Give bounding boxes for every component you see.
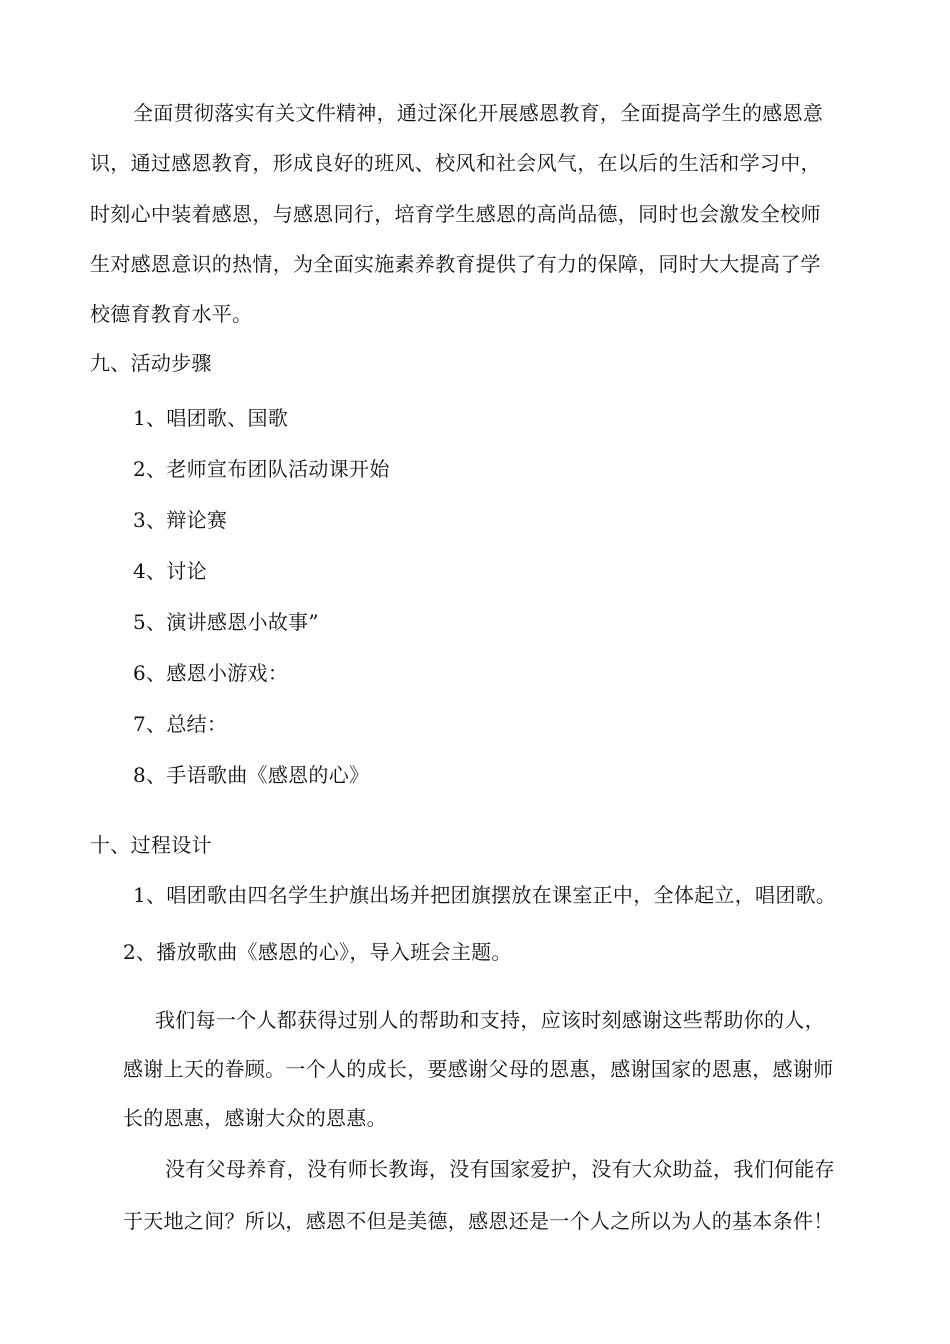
paragraph-line: 长的恩惠，感谢大众的恩惠。 [123, 1106, 387, 1130]
paragraph-line: 感谢上天的眷顾。一个人的成长，要感谢父母的恩惠，感谢国家的恩惠，感谢师 [123, 1057, 834, 1081]
paragraph-line: 校德育教育水平。 [90, 302, 253, 326]
step-item: 5、演讲感恩小故事” [133, 610, 319, 634]
paragraph-line: 时刻心中装着感恩，与感恩同行，培育学生感恩的高尚品德，同时也会激发全校师 [90, 202, 821, 226]
step-item: 2、老师宣布团队活动课开始 [133, 457, 390, 481]
paragraph-line: 生对感恩意识的热情，为全面实施素养教育提供了有力的保障，同时大大提高了学 [90, 252, 821, 276]
paragraph-line: 没有父母养育，没有师长教诲，没有国家爱护，没有大众助益，我们何能存 [165, 1157, 835, 1181]
paragraph-line: 识，通过感恩教育，形成良好的班风、校风和社会风气，在以后的生活和学习中， [90, 151, 821, 175]
step-item: 6、感恩小游戏： [133, 661, 289, 685]
process-item: 2、播放歌曲《感恩的心》，导入班会主题。 [123, 940, 512, 964]
paragraph-line: 全面贯彻落实有关文件精神，通过深化开展感恩教育，全面提高学生的感恩意 [133, 101, 824, 125]
step-item: 7、总结： [133, 712, 228, 736]
section-heading-steps: 九、活动步骤 [90, 351, 212, 375]
step-item: 4、讨论 [133, 559, 207, 583]
process-item: 1、唱团歌由四名学生护旗出场并把团旗摆放在课室正中，全体起立，唱团歌。 [133, 883, 837, 907]
paragraph-line: 我们每一个人都获得过别人的帮助和支持，应该时刻感谢这些帮助你的人， [155, 1008, 825, 1032]
section-heading-process: 十、过程设计 [90, 833, 212, 857]
step-item: 3、辩论赛 [133, 508, 228, 532]
step-item: 8、手语歌曲《感恩的心》 [133, 763, 370, 787]
step-item: 1、唱团歌、国歌 [133, 406, 289, 430]
paragraph-line: 于天地之间？所以，感恩不但是美德，感恩还是一个人之所以为人的基本条件！ [123, 1209, 834, 1233]
